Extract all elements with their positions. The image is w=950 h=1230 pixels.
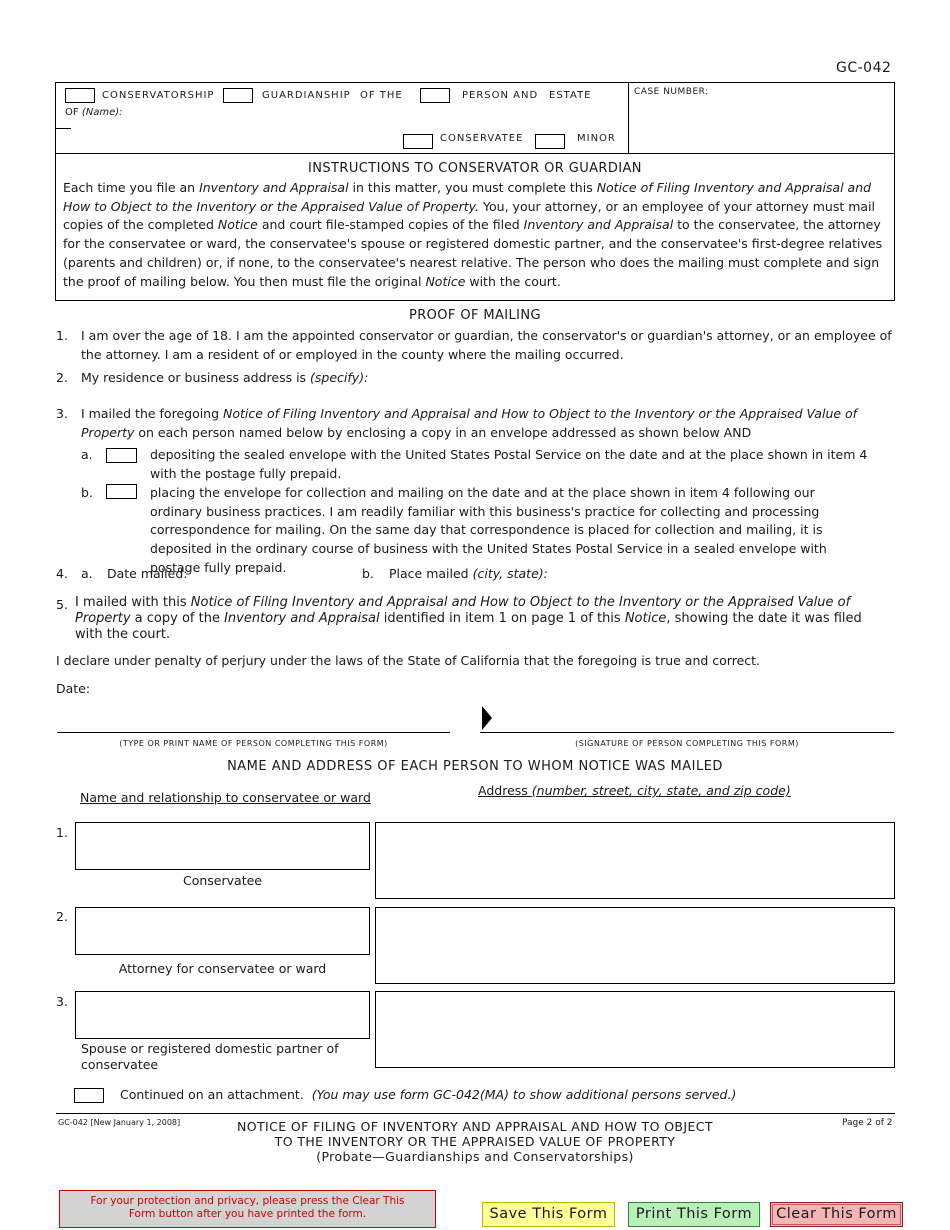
- date-mailed-label: Date mailed:: [107, 566, 188, 581]
- estate-label: ESTATE: [549, 90, 592, 101]
- method-a-text: depositing the sealed envelope with the United States Postal Service on the date and at the place shown in item 4 with the postage fully prepaid.: [150, 447, 868, 481]
- date-label: Date:: [56, 681, 91, 696]
- name-column-header: Name and relationship to conservatee or ward: [80, 790, 371, 805]
- instructions-title: INSTRUCTIONS TO CONSERVATOR OR GUARDIAN: [308, 161, 642, 176]
- date-field[interactable]: [95, 678, 295, 698]
- address-field[interactable]: [375, 368, 890, 404]
- save-button[interactable]: Save This Form: [482, 1202, 615, 1227]
- conservatorship-label: CONSERVATORSHIP: [102, 90, 215, 101]
- signature-caption: (SIGNATURE OF PERSON COMPLETING THIS FORM): [575, 739, 799, 748]
- recipient-1-address-field[interactable]: [375, 822, 895, 899]
- item-5-text: I mailed with this Notice of Filing Inventory and Appraisal and How to Object to the Inventory or the Appraised Value of Property a copy of the Inventory and Appraisal identified in item 1 on page 1 of this Notice, showing the date it was filed with the court.: [75, 595, 862, 642]
- recipient-3-caption: Spouse or registered domestic partner of conservatee: [81, 1041, 339, 1072]
- place-mailed-label: Place mailed (city, state):: [389, 566, 548, 581]
- conservatee-label: CONSERVATEE: [440, 133, 524, 144]
- method-b-text: placing the envelope for collection and mailing on the date and at the place shown in item 4 following our ordinary business practices. I am readily familiar with this business's practice for collecting and processing correspondence for mailing. On the same day that correspondence is placed for collection and mailing, it is deposited in the ordinary course of business with the United States Postal Service in a sealed envelope with postage fully prepaid.: [150, 485, 827, 575]
- revision-date: GC-042 [New January 1, 2008]: [58, 1118, 181, 1127]
- guardianship-checkbox[interactable]: [223, 88, 253, 103]
- address-column-header: Address (number, street, city, state, and zip code): [478, 783, 791, 798]
- method-b-checkbox[interactable]: [106, 484, 137, 499]
- recipient-2-name-field[interactable]: [75, 907, 370, 955]
- form-id: GC-042: [836, 60, 892, 76]
- printed-name-field[interactable]: [57, 702, 450, 730]
- conservatorship-checkbox[interactable]: [65, 88, 95, 103]
- recipient-1-name-field[interactable]: [75, 822, 370, 870]
- footer-title: NOTICE OF FILING OF INVENTORY AND APPRAISAL AND HOW TO OBJECT TO THE INVENTORY OR THE APPRAISED VALUE OF PROPERTY (Probate—Guardianships and Conservatorships): [237, 1119, 713, 1164]
- of-name-label: OF (Name):: [65, 107, 123, 118]
- item-3-text: I mailed the foregoing Notice of Filing Inventory and Appraisal and How to Object to the Inventory or the Appraised Value of Property on each person named below by enclosing a copy in an envelope addressed as shown below AND: [81, 406, 858, 440]
- print-button[interactable]: Print This Form: [628, 1202, 760, 1227]
- person-and-label: PERSON AND: [462, 90, 539, 101]
- instructions-text: Each time you file an Inventory and Appraisal in this matter, you must complete this Notice of Filing Inventory and Appraisal and How to Object to the Inventory or the Appraised Value of Property. You, your attorney, or an employee of your attorney must mail copies of the completed Notice and court file-stamped copies of the filed Inventory and Appraisal to the conservatee, the attorney for the conservatee or ward, the conservatee's spouse or registered domestic partner, and the conservatee's first-degree relatives (parents and children) or, if none, to the conservatee's nearest relative. The person who does the mailing must complete and sign the proof of mailing below. You then must file the original Notice with the court.: [63, 180, 883, 289]
- arrow-icon: [482, 706, 492, 730]
- clear-button[interactable]: Clear This Form: [770, 1202, 903, 1227]
- guardianship-label: GUARDIANSHIP: [262, 90, 351, 101]
- recipient-2-caption: Attorney for conservatee or ward: [118, 961, 327, 976]
- declaration-text: I declare under penalty of perjury under the laws of the State of California that the foregoing is true and correct.: [56, 653, 761, 668]
- method-a-checkbox[interactable]: [106, 448, 137, 463]
- conservatee-checkbox[interactable]: [403, 134, 433, 149]
- minor-checkbox[interactable]: [535, 134, 565, 149]
- place-mailed-field[interactable]: [550, 563, 890, 583]
- recipient-2-address-field[interactable]: [375, 907, 895, 984]
- date-mailed-field[interactable]: [190, 563, 350, 583]
- proof-title: PROOF OF MAILING: [408, 308, 541, 323]
- case-number-field[interactable]: [632, 100, 890, 150]
- person-checkbox[interactable]: [420, 88, 450, 103]
- recipient-3-name-field[interactable]: [75, 991, 370, 1039]
- page-number: Page 2 of 2: [842, 1118, 893, 1128]
- recipient-3-address-field[interactable]: [375, 991, 895, 1068]
- continued-text: Continued on an attachment. (You may use form GC-042(MA) to show additional persons served.): [120, 1087, 737, 1102]
- continued-checkbox[interactable]: [74, 1088, 104, 1103]
- printed-name-caption: (TYPE OR PRINT NAME OF PERSON COMPLETING THIS FORM): [119, 739, 388, 748]
- item-1-text: I am over the age of 18. I am the appointed conservator or guardian, the conservator's or guardian's attorney, or an employee of the attorney. I am a resident of or employed in the county where the mailing occurred.: [81, 328, 892, 362]
- minor-label: MINOR: [577, 133, 616, 144]
- signature-field[interactable]: [495, 702, 894, 730]
- case-number-label: CASE NUMBER:: [634, 87, 709, 97]
- privacy-notice: For your protection and privacy, please press the Clear This Form button after you have printed the form.: [59, 1190, 436, 1228]
- item-2-text: My residence or business address is (specify):: [81, 370, 369, 385]
- recipient-1-caption: Conservatee: [183, 873, 262, 888]
- recipients-title: NAME AND ADDRESS OF EACH PERSON TO WHOM NOTICE WAS MAILED: [227, 759, 723, 774]
- of-the-label: OF THE: [360, 90, 403, 101]
